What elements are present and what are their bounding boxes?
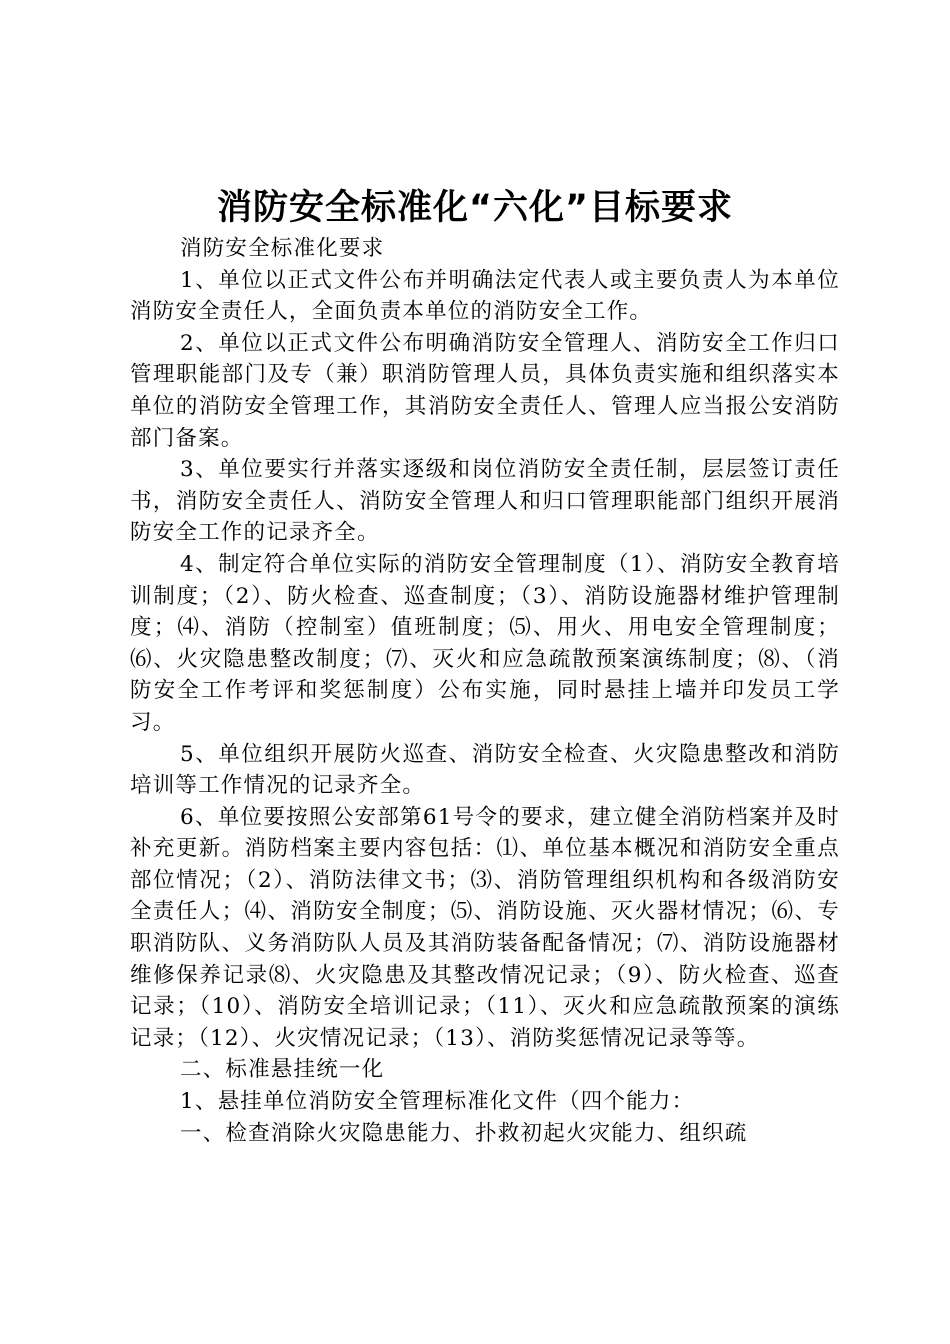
document-body [130, 233, 840, 1149]
section-heading-2: 二、标准悬挂统一化 [180, 1057, 385, 1083]
paragraph-4: 4、制定符合单位实际的消防安全管理制度（1）、消防安全教育培训制度；（2）、防火检查、巡查制度；（3）、消防设施器材维护管理制度；⑷、消防（控制室）值班制度；⑸、用火、用电安全管理制度；⑹、火灾隐患整改制度；⑺、灭火和应急疏散预案演练制度；⑻、（消防安全工作考评和奖惩制度）公布实施，同时悬挂上墙并印发员工学习。 [130, 551, 840, 735]
paragraph-7: 1、悬挂单位消防安全管理标准化文件（四个能力： [180, 1089, 695, 1115]
paragraph-3: 3、单位要实行并落实逐级和岗位消防安全责任制，层层签订责任书，消防安全责任人、消防安全管理人和归口管理职能部门组织开展消防安全工作的记录齐全。 [130, 457, 840, 546]
section-heading: 消防安全标准化要求 [180, 236, 385, 261]
paragraph-2: 2、单位以正式文件公布明确消防安全管理人、消防安全工作归口管理职能部门及专（兼）职消防管理人员，具体负责实施和组织落实本单位的消防安全管理工作，其消防安全责任人、管理人应当报公安消防部门备案。 [130, 330, 840, 451]
paragraph-6: 6、单位要按照公安部第61号令的要求，建立健全消防档案并及时补充更新。消防档案主要内容包括：⑴、单位基本概况和消防安全重点部位情况；（2）、消防法律文书；⑶、消防管理组织机构和各级消防安全责任人；⑷、消防安全制度；⑸、消防设施、灭火器材情况；⑹、专职消防队、义务消防队人员及其消防装备配备情况；⑺、消防设施器材维修保养记录⑻、火灾隐患及其整改情况记录；（9）、防火检查、巡查记录；（10）、消防安全培训记录；（11）、灭火和应急疏散预案的演练记录；（12）、火灾情况记录；（13）、消防奖惩情况记录等等。 [130, 804, 840, 1051]
paragraph-1: 1、单位以正式文件公布并明确法定代表人或主要负责人为本单位消防安全责任人，全面负责本单位的消防安全工作。 [130, 267, 840, 325]
paragraph-8: 一、检查消除火灾隐患能力、扑救初起火灾能力、组织疏 [180, 1120, 748, 1146]
document-title: 消防安全标准化“六化”目标要求 [216, 188, 733, 228]
paragraph-5: 5、单位组织开展防火巡查、消防安全检查、火灾隐患整改和消防培训等工作情况的记录齐全。 [130, 741, 840, 799]
